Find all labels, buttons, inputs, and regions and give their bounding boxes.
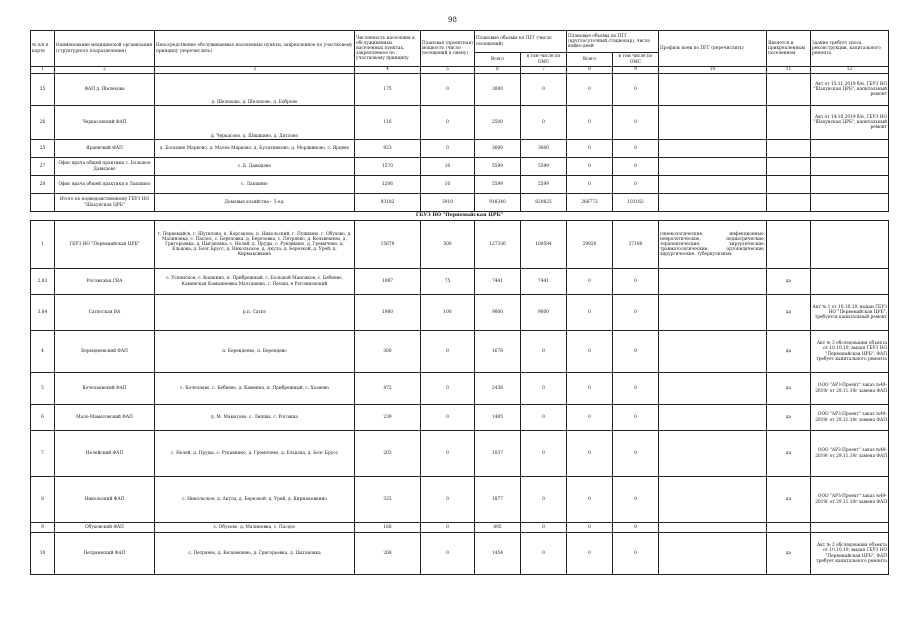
table-row (31, 523, 889, 533)
col-number: 4 (355, 67, 421, 74)
cell-building: Акт № 3 обследования объекта от 10.10.19, выдан ГБУЗ НО "Первомайская ЦРБ", ФАП требует капитального ремонта (811, 331, 889, 373)
col-number: 2 (55, 67, 155, 74)
page-number: 98 (448, 16, 457, 24)
cell-population: 203 (355, 431, 421, 477)
cell-volumes-oms: 5599 (521, 158, 567, 176)
table-row (31, 74, 889, 106)
cell-profile (659, 431, 767, 477)
col-number: 1 (31, 67, 55, 74)
cell-capacity: 0 (421, 373, 475, 405)
header-inpatient-oms: в том числе по ОМС (613, 53, 659, 67)
cell-volumes-total: 9800 (475, 295, 521, 331)
cell-capacity: 0 (421, 106, 475, 140)
table-row (31, 221, 889, 269)
cell-attached (767, 74, 811, 106)
cell-volumes-oms: 0 (521, 405, 567, 431)
cell-inpatient-total: 0 (567, 140, 613, 158)
cell-capacity: 0 (421, 405, 475, 431)
cell-capacity: 0 (421, 140, 475, 158)
cell-org: Петряевский ФАП (55, 533, 155, 575)
cell-population: 15679 (355, 221, 421, 269)
header-volumes-inpatient: Плановые объемы по ПГГ (круглосуточный стационар), число койко-дней (567, 31, 659, 53)
cell-no: 25 (31, 140, 55, 158)
header-volumes-ptgg: Плановые объемы по ПГГ (число посещений) (475, 31, 567, 53)
cell-attached: да (767, 477, 811, 523)
header-org: Наименование медицинской организации (структурного подразделения) (55, 31, 155, 67)
cell-profile (659, 106, 767, 140)
col-number: 11 (767, 67, 811, 74)
cell-volumes-oms: 109584 (521, 221, 567, 269)
cell-population: 300 (355, 331, 421, 373)
total-population: 93182 (355, 194, 421, 212)
cell-no: 9 (31, 523, 55, 533)
header-inpatient-total: Всего (567, 53, 613, 67)
col-number: 7 (521, 67, 567, 74)
cell-attached (767, 106, 811, 140)
total-volumes-total: 918340 (475, 194, 521, 212)
cell-population: 239 (355, 405, 421, 431)
cell-inpatient-oms: 27180 (613, 221, 659, 269)
cell-volumes-oms: 0 (521, 331, 567, 373)
cell-inpatient-oms: 0 (613, 74, 659, 106)
cell-org: Берендеевский ФАП (55, 331, 155, 373)
cell-inpatient-total: 0 (567, 523, 613, 533)
col-number: 10 (659, 67, 767, 74)
total-inpatient-total: 266772 (567, 194, 613, 212)
cell-population: 168 (355, 523, 421, 533)
header-population: Численность населения в обслуживаемых населенных пунктах, закрепленное по участковому принципу (355, 31, 421, 67)
cell-no: 6 (31, 405, 55, 431)
cell-served: с. Успенское, с. Кошкино, п. Прибрежный, с. Большой Мансиков, с. Бебнево, Каменская Камышеевка Малгашева, г. Петиш, в Рогожковский (155, 269, 355, 295)
cell-no: 7 (31, 431, 55, 477)
cell-building: ООО "АРЗ-Проект" заказ №49-2019г от 29.11.19г замена ФАП (811, 405, 889, 431)
cell-building: Акт от 14.10.2019 б/н, ГБУЗ НО "Шахунская ЦРБ", капитальный ремонт (811, 106, 889, 140)
cell-inpatient-total: 0 (567, 295, 613, 331)
cell-attached (767, 158, 811, 176)
total-volumes-oms: 829825 (521, 194, 567, 212)
cell-served: с. Никольское, д. Акула, д. Березкой, д. Урей, д. Кирмаковкино (155, 477, 355, 523)
total-capacity: 3910 (421, 194, 475, 212)
cell-volumes-total: 5599 (475, 158, 521, 176)
cell-profile (659, 523, 767, 533)
cell-volumes-total: 1037 (475, 431, 521, 477)
cell-inpatient-oms: 0 (613, 269, 659, 295)
cell-no: 8 (31, 477, 55, 523)
cell-building: ООО "АРЗ-Проект" заказ №49-2019г от 29.11.19г замена ФАП (811, 373, 889, 405)
table-row (31, 373, 889, 405)
cell-org: ГБУЗ НО "Первомайская ЦРБ" (55, 221, 155, 269)
cell-capacity: 0 (421, 533, 475, 575)
header-capacity: Плановая (проектная) мощность (число посещений в смену) (421, 31, 475, 67)
header-row (31, 31, 889, 53)
cell-inpatient-oms: 0 (613, 140, 659, 158)
cell-served: д. Большие Марково, д. Малое Марково, д. Булатниково, д. Мордвиново, с. Ярцево (155, 140, 355, 158)
header-profile: Профиль коек по ПГГ (перечислить) (659, 31, 767, 67)
table-row (31, 106, 889, 140)
cell-attached: да (767, 331, 811, 373)
cell-population: 923 (355, 140, 421, 158)
cell-attached: да (767, 373, 811, 405)
col-number: 8 (567, 67, 613, 74)
cell-volumes-total: 895 (475, 523, 521, 533)
cell-capacity: 0 (421, 477, 475, 523)
cell-profile (659, 269, 767, 295)
cell-volumes-oms: 0 (521, 74, 567, 106)
cell-building (811, 140, 889, 158)
cell-attached (767, 140, 811, 158)
table-row (31, 533, 889, 575)
header-served: Непосредственно обслуживаемые населенные пункты, закрепленное по участковому принципу (перечислить) (155, 31, 355, 67)
cell-volumes-oms: 0 (521, 533, 567, 575)
col-number: 9 (613, 67, 659, 74)
col-number: 6 (475, 67, 521, 74)
facilities-table (30, 30, 889, 575)
table-row (31, 331, 889, 373)
cell-org: Мало-Маматовский ФАП (55, 405, 155, 431)
cell-building: Акт от 15.11.2019 б/н, ГБУЗ НО "Шахунская ЦРБ", капитальный ремонт (811, 74, 889, 106)
cell-org: Никольский ФАП (55, 477, 155, 523)
cell-volumes-oms: 7441 (521, 269, 567, 295)
cell-served: с. Б. Давыдово (155, 158, 355, 176)
cell-volumes-total: 1877 (475, 477, 521, 523)
cell-no: 1 (31, 221, 55, 269)
cell-building: Акт № 1 от 10.10.19, выдан ГБУЗ НО "Первомайская ЦРБ", требуется капитальный ремонт (811, 295, 889, 331)
cell-inpatient-total: 0 (567, 431, 613, 477)
cell-inpatient-oms: 0 (613, 373, 659, 405)
cell-capacity: 0 (421, 331, 475, 373)
cell-served: д. Шелехова, д. Шелехово, д. Боброво (155, 74, 355, 106)
cell-volumes-total: 127336 (475, 221, 521, 269)
cell-org: Офис врача общей практики с. Большое Давыдово (55, 158, 155, 176)
cell-population: 1206 (355, 176, 421, 194)
cell-volumes-oms: 0 (521, 477, 567, 523)
cell-profile: гинекологические, инфекционные, неврологические, педиатрические, терапевтические, хирургические, травматологические, ортопедические, хирургические, туберкулезные (659, 221, 767, 269)
cell-volumes-total: 3600 (475, 140, 521, 158)
cell-profile (659, 405, 767, 431)
cell-volumes-total: 1495 (475, 405, 521, 431)
cell-org: Обуховский ФАП (55, 523, 155, 533)
cell-inpatient-oms: 0 (613, 523, 659, 533)
cell-building (811, 221, 889, 269)
cell-attached: да (767, 405, 811, 431)
col-number: 5 (421, 67, 475, 74)
cell-volumes-oms: 5599 (521, 176, 567, 194)
table-row (31, 431, 889, 477)
total-inpatient-oms: 101162 (613, 194, 659, 212)
table-row (31, 295, 889, 331)
cell-inpatient-oms: 0 (613, 431, 659, 477)
cell-inpatient-total: 0 (567, 405, 613, 431)
cell-inpatient-oms: 0 (613, 477, 659, 523)
cell-population: 1097 (355, 269, 421, 295)
cell-population: 1570 (355, 158, 421, 176)
cell-inpatient-total: 0 (567, 158, 613, 176)
cell-profile (659, 176, 767, 194)
cell-org: Черкасовский ФАП (55, 106, 155, 140)
cell-no: 2,83 (31, 269, 55, 295)
cell-capacity: 10 (421, 176, 475, 194)
cell-volumes-oms: 0 (521, 106, 567, 140)
cell-population: 116 (355, 106, 421, 140)
cell-served: р.п. Сатис (155, 295, 355, 331)
cell-volumes-oms: 0 (521, 523, 567, 533)
cell-org: Нелейский ФАП (55, 431, 155, 477)
cell-attached (767, 523, 811, 533)
cell-inpatient-total: 0 (567, 106, 613, 140)
cell-capacity: 0 (421, 523, 475, 533)
cell-inpatient-total: 0 (567, 533, 613, 575)
cell-inpatient-total: 0 (567, 331, 613, 373)
cell-inpatient-oms: 0 (613, 106, 659, 140)
cell-served: с. Петряево, д. Кельвешево, д. Григорьевка, д. Цыгановка (155, 533, 355, 575)
cell-volumes-total: 2500 (475, 106, 521, 140)
cell-no: 5 (31, 373, 55, 405)
cell-org: Кочелаевский ФАП (55, 373, 155, 405)
cell-capacity: 0 (421, 74, 475, 106)
col-number: 12 (811, 67, 889, 74)
table-row (31, 176, 889, 194)
table-row (31, 477, 889, 523)
cell-volumes-oms: 3600 (521, 140, 567, 158)
cell-attached: да (767, 295, 811, 331)
cell-attached: да (767, 431, 811, 477)
cell-no: 3,84 (31, 295, 55, 331)
cell-population: 268 (355, 533, 421, 575)
header-volumes-oms: в том числе по ОМС (521, 53, 567, 67)
cell-volumes-oms: 0 (521, 431, 567, 477)
cell-capacity: 100 (421, 295, 475, 331)
cell-profile (659, 74, 767, 106)
cell-profile (659, 533, 767, 575)
table-row (31, 140, 889, 158)
cell-profile (659, 140, 767, 158)
cell-volumes-total: 1454 (475, 533, 521, 575)
cell-capacity: 75 (421, 269, 475, 295)
cell-capacity: 500 (421, 221, 475, 269)
header-volumes-total: Всего (475, 53, 521, 67)
section-title-row (31, 212, 889, 221)
total-served: Домовые хозяйства – 5 ед. (155, 194, 355, 212)
col-number: 3 (155, 67, 355, 74)
cell-building (811, 269, 889, 295)
cell-building: ООО "АРЗ-Проект" заказ №49-2019г от 29.11.19г замена ФАП (811, 477, 889, 523)
cell-served: д. Черкасово, д. Шишкино, д. Дятлово (155, 106, 355, 140)
cell-volumes-total: 7441 (475, 269, 521, 295)
cell-org: Сатисская ВА (55, 295, 155, 331)
header-building: Здание требует сноса, реконструкции, капитального ремонта (811, 31, 889, 67)
cell-inpatient-total: 0 (567, 74, 613, 106)
total-row (31, 194, 889, 212)
cell-population: 472 (355, 373, 421, 405)
cell-served: п. Берендеево, п. Берендево (155, 331, 355, 373)
cell-inpatient-oms: 0 (613, 533, 659, 575)
cell-capacity: 0 (421, 431, 475, 477)
cell-no: 10 (31, 533, 55, 575)
cell-served: с. Обухово, д. Малиновка, с. Пасдос (155, 523, 355, 533)
cell-attached (767, 176, 811, 194)
cell-no: 4 (31, 331, 55, 373)
table-row (31, 158, 889, 176)
cell-profile (659, 373, 767, 405)
cell-no: 27 (31, 158, 55, 176)
table-row (31, 405, 889, 431)
cell-population: 1980 (355, 295, 421, 331)
cell-org: Рогожская СВА (55, 269, 155, 295)
cell-building (811, 523, 889, 533)
cell-building (811, 176, 889, 194)
cell-attached (767, 221, 811, 269)
cell-volumes-total: 1678 (475, 331, 521, 373)
table-row (31, 269, 889, 295)
cell-served: г. Первомайск, г. Шутилово, п. Корсаково, п. Никольский, г. Пушкино, г. Обухово, д. Малиновка, с. Пасдос, с. Березовка, д. Березовка, с. Петряево, д. Кельвешево, д. Григорьевка, д. Цыгановка, с. Нелей, д. Пруды, с. Рукавкино, д. Гремячево, д. Ельцова, д. Безг.Брусс, д. Никольское, д. Акула, д. Березкой, д. Урей, д. Кирмаковкино (155, 221, 355, 269)
cell-inpatient-oms: 0 (613, 295, 659, 331)
cell-building (811, 194, 889, 212)
cell-inpatient-oms: 0 (613, 176, 659, 194)
header-no: № п/п в карте (31, 31, 55, 67)
cell-profile (659, 194, 767, 212)
cell-no: 25 (31, 74, 55, 106)
cell-org: ФАП д. Шелехова (55, 74, 155, 106)
cell-building (811, 158, 889, 176)
cell-population: 325 (355, 477, 421, 523)
cell-profile (659, 331, 767, 373)
cell-inpatient-total: 0 (567, 176, 613, 194)
cell-no: 26 (31, 106, 55, 140)
cell-profile (659, 477, 767, 523)
cell-inpatient-oms: 0 (613, 405, 659, 431)
cell-org: Ярцевский ФАП (55, 140, 155, 158)
cell-volumes-total: 2438 (475, 373, 521, 405)
total-label: Итого по подведомственному ГБУЗ НО "Шахунская ЦРБ" (55, 194, 155, 212)
cell-org: Офис врача общей практики в Лапшино (55, 176, 155, 194)
cell-capacity: 10 (421, 158, 475, 176)
cell-served: с. Лапшино (155, 176, 355, 194)
cell-attached (767, 194, 811, 212)
cell-inpatient-total: 29920 (567, 221, 613, 269)
cell-inpatient-total: 0 (567, 373, 613, 405)
cell-profile (659, 158, 767, 176)
cell-served: д. М. Маматово, с. Лепшы, с. Рогожка (155, 405, 355, 431)
cell-served: с. Кочелаево, с. Бебнево, д. Каменка, п. Прибрежный, с. Хозяево (155, 373, 355, 405)
column-numbers-row (31, 67, 889, 74)
cell-served: с. Нелей, д. Пруды, с. Рукавкино, д. Гремячево, д. Ельцова, д. Безг.Брусс (155, 431, 355, 477)
header-attached: Является и прикрепленным поселением (767, 31, 811, 67)
cell-inpatient-oms: 0 (613, 331, 659, 373)
cell-volumes-oms: 9800 (521, 295, 567, 331)
cell-inpatient-oms: 0 (613, 158, 659, 176)
cell-attached: да (767, 269, 811, 295)
cell-no (31, 194, 55, 212)
cell-volumes-oms: 0 (521, 373, 567, 405)
cell-inpatient-total: 0 (567, 269, 613, 295)
cell-attached: да (767, 533, 811, 575)
cell-inpatient-total: 0 (567, 477, 613, 523)
cell-population: 175 (355, 74, 421, 106)
cell-profile (659, 295, 767, 331)
cell-no: 28 (31, 176, 55, 194)
cell-building: Акт № 2 обследования объекта от 10.10.19, выдан ГБУЗ НО "Первомайская ЦРБ", ФАП требует капитального ремонта (811, 533, 889, 575)
cell-volumes-total: 3000 (475, 74, 521, 106)
cell-building: ООО "АРЗ-Проект" заказ №49-2019г от 29.11.19г замена ФАП (811, 431, 889, 477)
section-title: ГБУЗ НО "Первомайская ЦРБ" (31, 212, 889, 221)
cell-volumes-total: 5599 (475, 176, 521, 194)
